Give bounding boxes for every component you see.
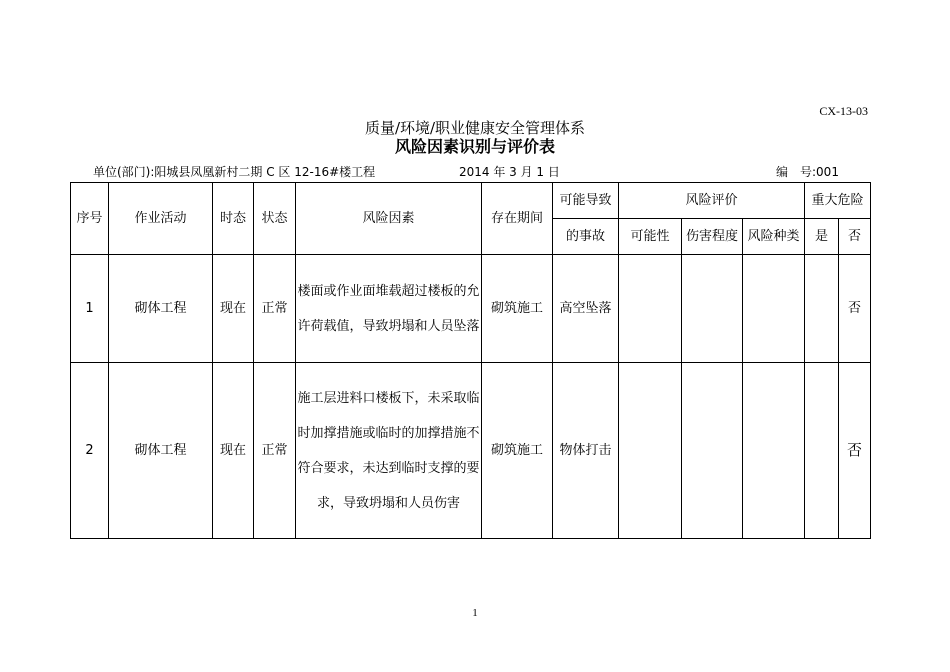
row-period: 砌筑施工 bbox=[482, 363, 553, 539]
row-hazard: 施工层进料口楼板下，未采取临时加撑措施或临时的加撑措施不符合要求，未达到临时支撑的要求，导致坍塌和人员伤害 bbox=[296, 363, 482, 539]
unit-department: 单位(部门):阳城县凤凰新村二期 C 区 12-16#楼工程 bbox=[93, 165, 376, 179]
risk-assessment-table bbox=[70, 182, 871, 539]
header-serial-no: 序号 bbox=[71, 183, 109, 255]
header-accident-line2: 的事故 bbox=[553, 219, 619, 255]
document-code: CX-13-03 bbox=[819, 104, 868, 118]
row-major-no: 否 bbox=[839, 255, 871, 363]
row-risk-type bbox=[743, 255, 805, 363]
header-accident-line1: 可能导致 bbox=[553, 183, 619, 219]
row-severity bbox=[682, 363, 743, 539]
table-row bbox=[71, 255, 871, 363]
header-major-no: 否 bbox=[839, 219, 871, 255]
header-hazard: 风险因素 bbox=[296, 183, 482, 255]
header-risk-evaluation: 风险评价 bbox=[619, 183, 805, 219]
row-state: 正常 bbox=[254, 363, 296, 539]
row-risk-type bbox=[743, 363, 805, 539]
header-tense: 时态 bbox=[213, 183, 254, 255]
header-state: 状态 bbox=[254, 183, 296, 255]
row-hazard: 楼面或作业面堆载超过楼板的允许荷载值，导致坍塌和人员坠落 bbox=[296, 255, 482, 363]
serial-number: 编 号:001 bbox=[776, 165, 839, 179]
form-title: 风险因素识别与评价表 bbox=[394, 137, 555, 156]
management-system-title: 质量/环境/职业健康安全管理体系 bbox=[364, 119, 586, 137]
row-severity bbox=[682, 255, 743, 363]
row-accident: 高空坠落 bbox=[553, 255, 619, 363]
row-serial-no: 1 bbox=[71, 255, 109, 363]
row-period: 砌筑施工 bbox=[482, 255, 553, 363]
row-activity: 砌体工程 bbox=[109, 363, 213, 539]
row-likelihood bbox=[619, 255, 682, 363]
header-activity: 作业活动 bbox=[109, 183, 213, 255]
row-major-no: 否 bbox=[839, 363, 871, 539]
row-major-yes bbox=[805, 363, 839, 539]
header-row-1 bbox=[71, 183, 871, 219]
row-major-yes bbox=[805, 255, 839, 363]
row-state: 正常 bbox=[254, 255, 296, 363]
row-tense: 现在 bbox=[213, 255, 254, 363]
header-severity: 伤害程度 bbox=[682, 219, 743, 255]
header-major-yes: 是 bbox=[805, 219, 839, 255]
row-activity: 砌体工程 bbox=[109, 255, 213, 363]
header-period: 存在期间 bbox=[482, 183, 553, 255]
form-date: 2014 年 3 月 1 日 bbox=[459, 165, 560, 179]
header-risk-type: 风险种类 bbox=[743, 219, 805, 255]
table-row bbox=[71, 363, 871, 539]
header-major-hazard: 重大危险 bbox=[805, 183, 871, 219]
header-likelihood: 可能性 bbox=[619, 219, 682, 255]
page-number: 1 bbox=[472, 607, 478, 619]
row-likelihood bbox=[619, 363, 682, 539]
row-tense: 现在 bbox=[213, 363, 254, 539]
row-accident: 物体打击 bbox=[553, 363, 619, 539]
row-serial-no: 2 bbox=[71, 363, 109, 539]
